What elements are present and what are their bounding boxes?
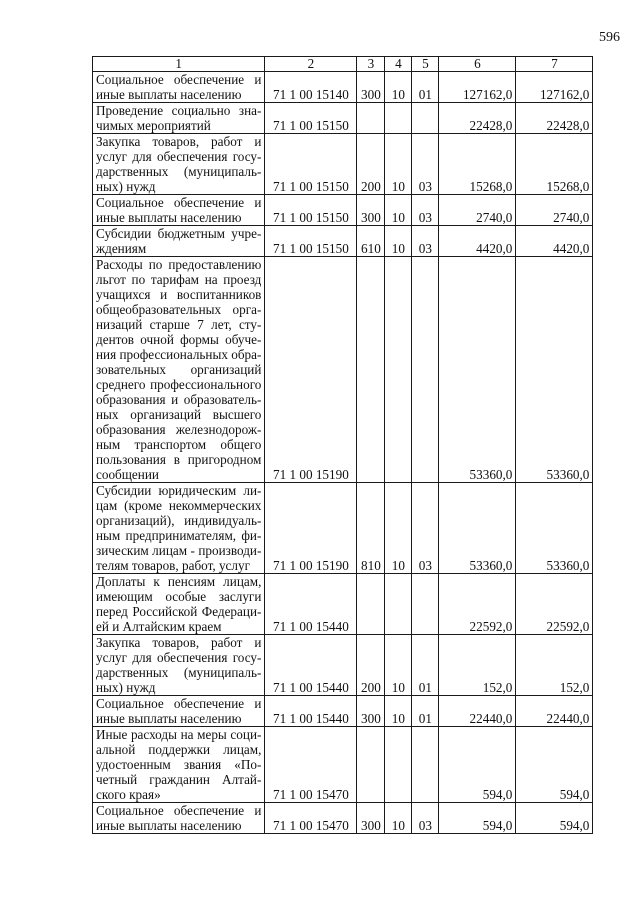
expense-name-line: Закупка товаров, работ и [96,134,262,149]
table-row [93,803,593,834]
budget-code: 71 1 00 15150 [265,103,357,134]
expense-name [93,574,265,635]
expense-name-line: ных организаций высшего [96,407,262,422]
expense-name-line: ным транспортом общего [96,437,262,452]
expense-type-code [357,727,385,803]
section-code: 10 [385,72,412,103]
amount-col-7: 22428,0 [516,103,593,134]
amount-col-6: 22440,0 [439,696,516,727]
budget-code: 71 1 00 15440 [265,574,357,635]
expense-name-line: Социальное обеспечение и [96,195,262,210]
amount-col-6: 22428,0 [439,103,516,134]
subsection-code [412,727,439,803]
expense-name [93,103,265,134]
expense-name-line: ния профессиональных обра- [96,347,262,362]
expense-type-code: 610 [357,226,385,257]
expense-name-line: услуг для обеспечения госу- [96,650,262,665]
section-code [385,103,412,134]
expense-name-line: учащихся и воспитанников [96,287,262,302]
budget-code: 71 1 00 15150 [265,226,357,257]
expense-name-line: услуг для обеспечения госу- [96,149,262,164]
amount-col-7: 53360,0 [516,483,593,574]
section-code: 10 [385,803,412,834]
amount-col-6: 594,0 [439,803,516,834]
amount-col-6: 127162,0 [439,72,516,103]
expense-name-line: цам (кроме некоммерческих [96,498,262,513]
expense-name-line: чимых мероприятий [96,118,211,133]
expense-name-line: организаций), индивидуаль- [96,513,262,528]
amount-col-7: 152,0 [516,635,593,696]
expense-name-line: ных) нужд [96,680,156,695]
table-row [93,696,593,727]
amount-col-7: 22440,0 [516,696,593,727]
expense-name-line: дарственных (муниципаль- [96,164,262,179]
table-row [93,574,593,635]
expense-name-line: образования железнодорож- [96,422,262,437]
expense-name [93,257,265,483]
table-row [93,226,593,257]
section-code: 10 [385,635,412,696]
budget-code: 71 1 00 15140 [265,72,357,103]
expense-name-line: Проведение социально зна- [96,103,262,118]
subsection-code: 01 [412,72,439,103]
expense-name-line: иные выплаты населению [96,818,242,833]
amount-col-6: 2740,0 [439,195,516,226]
amount-col-6: 53360,0 [439,257,516,483]
expense-name [93,72,265,103]
subsection-code [412,574,439,635]
table-row [93,483,593,574]
table-row [93,195,593,226]
expense-name [93,483,265,574]
column-header-6: 6 [439,57,516,72]
expense-name-line: дарственных (муниципаль- [96,665,262,680]
expense-name [93,134,265,195]
budget-code: 71 1 00 15190 [265,483,357,574]
expense-name-line: льгот по тарифам на проезд [96,272,262,287]
budget-table [92,56,593,834]
expense-name-line: четный гражданин Алтай- [96,772,262,787]
column-header-5: 5 [412,57,439,72]
expense-name-line: телям товаров, работ, услуг [96,558,250,573]
header-row [93,57,593,72]
section-code [385,727,412,803]
expense-type-code: 200 [357,134,385,195]
table-row [93,635,593,696]
expense-name-line: Социальное обеспечение и [96,696,262,711]
subsection-code: 03 [412,803,439,834]
expense-name-line: альной поддержки лицам, [96,742,262,757]
amount-col-7: 594,0 [516,803,593,834]
section-code [385,257,412,483]
expense-name-line: Субсидии бюджетным учре- [96,226,262,241]
page-number: 596 [599,30,620,45]
table-row [93,257,593,483]
amount-col-6: 15268,0 [439,134,516,195]
expense-name-line: иные выплаты населению [96,711,242,726]
subsection-code: 03 [412,226,439,257]
expense-name-line: Иные расходы на меры соци- [96,727,262,742]
expense-type-code: 300 [357,803,385,834]
budget-code: 71 1 00 15440 [265,635,357,696]
expense-name-line: низаций старше 7 лет, сту- [96,317,262,332]
expense-name-line: иные выплаты населению [96,210,242,225]
expense-type-code [357,103,385,134]
expense-name-line: Социальное обеспечение и [96,72,262,87]
expense-type-code [357,257,385,483]
table-row [93,72,593,103]
amount-col-7: 53360,0 [516,257,593,483]
table-row [93,134,593,195]
expense-type-code [357,574,385,635]
column-header-3: 3 [357,57,385,72]
subsection-code: 01 [412,635,439,696]
expense-name [93,803,265,834]
expense-name-line: ным предпринимателям, фи- [96,528,262,543]
subsection-code: 03 [412,134,439,195]
section-code: 10 [385,134,412,195]
amount-col-6: 22592,0 [439,574,516,635]
subsection-code: 03 [412,195,439,226]
expense-name [93,727,265,803]
amount-col-7: 594,0 [516,727,593,803]
expense-name-line: Субсидии юридическим ли- [96,483,262,498]
amount-col-7: 22592,0 [516,574,593,635]
section-code: 10 [385,226,412,257]
column-header-4: 4 [385,57,412,72]
expense-name-line: зическим лицам - производи- [96,543,262,558]
expense-name-line: ждениям [96,241,147,256]
amount-col-6: 53360,0 [439,483,516,574]
expense-type-code: 200 [357,635,385,696]
section-code: 10 [385,483,412,574]
budget-code: 71 1 00 15470 [265,727,357,803]
expense-name [93,696,265,727]
expense-name-line: Доплаты к пенсиям лицам, [96,574,262,589]
budget-code: 71 1 00 15150 [265,134,357,195]
subsection-code: 03 [412,483,439,574]
expense-name-line: образования и образователь- [96,392,262,407]
expense-name-line: ского края» [96,787,161,802]
expense-name-line: зовательных организаций [96,362,262,377]
column-header-2: 2 [265,57,357,72]
subsection-code [412,257,439,483]
expense-name-line: иные выплаты населению [96,87,242,102]
budget-code: 71 1 00 15150 [265,195,357,226]
table-row [93,727,593,803]
amount-col-7: 15268,0 [516,134,593,195]
expense-name-line: удостоенным звания «По- [96,757,262,772]
expense-type-code: 300 [357,195,385,226]
expense-name-line: сообщении [96,467,159,482]
amount-col-7: 4420,0 [516,226,593,257]
amount-col-7: 2740,0 [516,195,593,226]
amount-col-6: 594,0 [439,727,516,803]
budget-code: 71 1 00 15190 [265,257,357,483]
expense-name [93,226,265,257]
expense-name [93,635,265,696]
expense-name-line: ей и Алтайским краем [96,619,222,634]
amount-col-7: 127162,0 [516,72,593,103]
expense-name-line: Закупка товаров, работ и [96,635,262,650]
expense-name-line: общеобразовательных орга- [96,302,262,317]
expense-name-line: дентов очной формы обуче- [96,332,262,347]
expense-name-line: перед Российской Федераци- [96,604,262,619]
budget-code: 71 1 00 15470 [265,803,357,834]
section-code: 10 [385,195,412,226]
column-header-1: 1 [93,57,265,72]
section-code [385,574,412,635]
expense-name-line: пользования в пригородном [96,452,262,467]
expense-name-line: Социальное обеспечение и [96,803,262,818]
section-code: 10 [385,696,412,727]
table-row [93,103,593,134]
amount-col-6: 152,0 [439,635,516,696]
column-header-7: 7 [516,57,593,72]
expense-type-code: 810 [357,483,385,574]
expense-type-code: 300 [357,696,385,727]
expense-name-line: ных) нужд [96,179,156,194]
amount-col-6: 4420,0 [439,226,516,257]
expense-name-line: среднего профессионального [96,377,262,392]
expense-type-code: 300 [357,72,385,103]
subsection-code: 01 [412,696,439,727]
subsection-code [412,103,439,134]
expense-name-line: Расходы по предоставлению [96,257,262,272]
budget-code: 71 1 00 15440 [265,696,357,727]
expense-name-line: имеющим особые заслуги [96,589,262,604]
expense-name [93,195,265,226]
